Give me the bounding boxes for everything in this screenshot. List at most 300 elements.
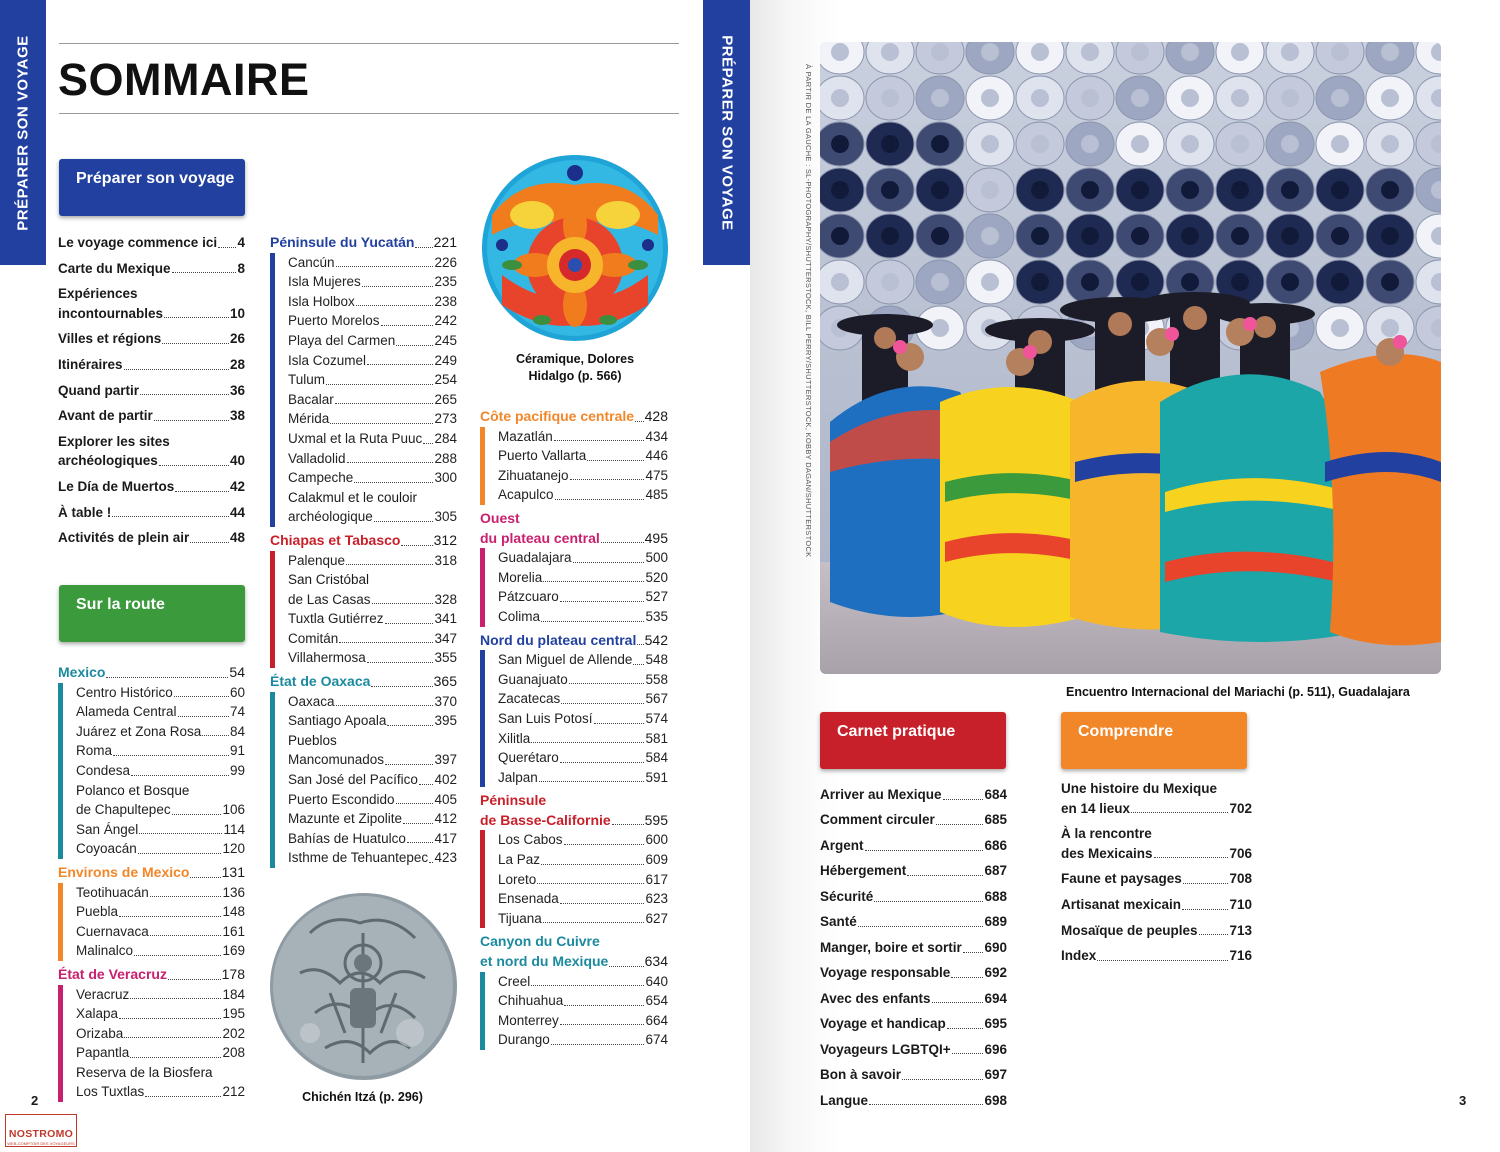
- toc-leader-dots: [396, 345, 433, 346]
- toc-entry-page: 4: [237, 235, 245, 250]
- toc-entry-page: 584: [645, 750, 668, 766]
- region-title-line1: Canyon du Cuivre: [480, 933, 600, 950]
- region-sub-list: [480, 427, 668, 505]
- toc-entry[interactable]: [498, 972, 668, 992]
- toc-entry-label: en 14 lieux: [1061, 800, 1131, 816]
- carnet-list: [820, 785, 1007, 1116]
- toc-entry[interactable]: [76, 1004, 245, 1024]
- toc-entry[interactable]: [288, 331, 457, 351]
- toc-entry-page: 520: [645, 569, 668, 585]
- toc-leader-dots: [385, 764, 433, 765]
- region-title-page: 634: [644, 953, 668, 970]
- toc-entry-label: Bon à savoir: [820, 1067, 902, 1083]
- toc-entry-page: 245: [434, 332, 457, 348]
- preparer-section-label: Préparer son voyage: [76, 170, 235, 187]
- toc-entry-label: Mosaïque de peuples: [1061, 922, 1198, 938]
- toc-entry-label: La Paz: [498, 852, 541, 868]
- region-title-page: 54: [229, 664, 245, 680]
- toc-leader-dots: [637, 644, 643, 645]
- region-title-label: du plateau central: [480, 529, 600, 546]
- toc-entry[interactable]: [288, 429, 457, 449]
- toc-leader-dots: [140, 394, 229, 395]
- toc-entry-label: Langue: [820, 1092, 869, 1108]
- chichen-itza-photo: [270, 893, 457, 1080]
- toc-entry-label: Juárez et Zona Rosa: [76, 723, 202, 739]
- toc-entry-page: 74: [229, 704, 245, 720]
- toc-entry[interactable]: [1061, 946, 1252, 966]
- region-title-page: 365: [433, 673, 457, 690]
- toc-entry[interactable]: [498, 427, 668, 447]
- toc-item[interactable]: [58, 432, 245, 471]
- toc-leader-dots: [569, 683, 645, 684]
- side-tab-label-right: PRÉPARER SON VOYAGE: [718, 34, 735, 231]
- toc-entry[interactable]: [288, 848, 457, 868]
- toc-entry-label: Avec des enfants: [820, 990, 931, 1006]
- toc-entry-page: 692: [984, 965, 1007, 981]
- toc-entry[interactable]: [1061, 869, 1252, 889]
- toc-entry[interactable]: [820, 1040, 1007, 1060]
- toc-item[interactable]: [820, 938, 1007, 958]
- toc-entry[interactable]: [288, 292, 457, 312]
- region-block: [480, 631, 668, 788]
- logo-subtext: WEB-COMPTOIR DES VOYAGEURS: [7, 1141, 75, 1146]
- region-sub-list: [270, 692, 457, 868]
- toc-leader-dots: [356, 305, 434, 306]
- toc-entry[interactable]: [820, 1065, 1007, 1085]
- toc-entry-page: 28: [229, 356, 245, 372]
- toc-entry-page: 412: [434, 811, 457, 827]
- toc-entry[interactable]: [288, 351, 457, 371]
- toc-entry-label: Zihuatanejo: [498, 467, 569, 483]
- toc-entry-label: Argent: [820, 837, 864, 853]
- toc-entry[interactable]: [498, 607, 668, 627]
- toc-entry-page: 685: [984, 812, 1007, 828]
- toc-entry-page: 370: [434, 693, 457, 709]
- toc-entry-page: 500: [645, 550, 668, 566]
- toc-leader-dots: [403, 823, 433, 824]
- toc-entry[interactable]: [288, 770, 457, 790]
- toc-leader-dots: [429, 862, 433, 863]
- toc-leader-dots: [560, 1024, 645, 1025]
- comprendre-section-button[interactable]: [1061, 712, 1247, 769]
- toc-entry[interactable]: [820, 912, 1007, 932]
- toc-entry[interactable]: [498, 1030, 668, 1050]
- region-title[interactable]: [270, 531, 457, 551]
- toc-item[interactable]: [820, 1065, 1007, 1085]
- toc-entry-label: Oaxaca: [288, 693, 335, 709]
- toc-entry[interactable]: [498, 689, 668, 709]
- toc-entry-page: 706: [1229, 845, 1252, 861]
- toc-entry-page: 548: [645, 652, 668, 668]
- toc-leader-dots: [947, 1028, 984, 1029]
- toc-entry-label: Tijuana: [498, 910, 542, 926]
- toc-entry-label: Orizaba: [76, 1025, 124, 1041]
- toc-entry-label: des Mexicains: [1061, 845, 1153, 861]
- toc-leader-dots: [564, 1005, 644, 1006]
- region-title-label: de Basse-Californie: [480, 811, 611, 828]
- toc-leader-dots: [531, 985, 644, 986]
- toc-entry-page: 686: [984, 837, 1007, 853]
- toc-leader-dots: [150, 935, 222, 936]
- carnet-section-button[interactable]: [820, 712, 1006, 769]
- toc-entry[interactable]: [58, 329, 245, 349]
- toc-entry-label: Pátzcuaro: [498, 589, 559, 605]
- toc-leader-dots: [943, 799, 984, 800]
- toc-entry[interactable]: [288, 829, 457, 849]
- toc-entry-page: 698: [984, 1092, 1007, 1108]
- toc-entry[interactable]: [288, 390, 457, 410]
- toc-entry[interactable]: [498, 485, 668, 505]
- toc-entry[interactable]: [820, 810, 1007, 830]
- toc-entry-page: 44: [229, 504, 245, 520]
- comprendre-list: [1061, 779, 1252, 972]
- toc-entry-label: Voyageurs LGBTQI+: [820, 1041, 951, 1057]
- toc-item[interactable]: [820, 1014, 1007, 1034]
- toc-entry[interactable]: [58, 355, 245, 375]
- toc-leader-dots: [415, 247, 432, 248]
- toc-entry[interactable]: [288, 692, 457, 712]
- toc-entry-page: 305: [434, 509, 457, 525]
- toc-leader-dots: [354, 482, 433, 483]
- toc-entry[interactable]: [498, 670, 668, 690]
- toc-item[interactable]: [1061, 946, 1252, 966]
- toc-entry-page: 195: [222, 1006, 245, 1022]
- region-title-label: Mexico: [58, 664, 106, 680]
- toc-entry[interactable]: [58, 233, 245, 253]
- toc-item[interactable]: [58, 477, 245, 497]
- toc-entry-page: 273: [434, 411, 457, 427]
- toc-entry[interactable]: [288, 629, 457, 649]
- toc-leader-dots: [560, 903, 645, 904]
- toc-item[interactable]: [1061, 869, 1252, 889]
- toc-entry[interactable]: [498, 466, 668, 486]
- toc-entry[interactable]: [820, 963, 1007, 983]
- toc-item[interactable]: [820, 912, 1007, 932]
- route-section-label: Sur la route: [76, 596, 165, 613]
- toc-leader-dots: [178, 716, 229, 717]
- toc-entry-label: Avant de partir: [58, 408, 153, 424]
- toc-item[interactable]: [820, 887, 1007, 907]
- toc-item[interactable]: [820, 785, 1007, 805]
- toc-entry-page: 397: [434, 752, 457, 768]
- region-title[interactable]: [270, 672, 457, 692]
- toc-entry-label: Creel: [498, 973, 531, 989]
- toc-entry[interactable]: [820, 785, 1007, 805]
- toc-entry[interactable]: [288, 468, 457, 488]
- toc-leader-dots: [138, 853, 222, 854]
- toc-leader-dots: [112, 516, 229, 517]
- toc-entry-label: Comment circuler: [820, 812, 935, 828]
- toc-entry-page: 48: [229, 530, 245, 546]
- toc-item[interactable]: [820, 861, 1007, 881]
- toc-entry[interactable]: [76, 800, 245, 820]
- toc-entry[interactable]: [288, 409, 457, 429]
- toc-leader-dots: [539, 781, 645, 782]
- route-section-button[interactable]: [59, 585, 245, 642]
- toc-entry[interactable]: [76, 761, 245, 781]
- toc-entry-page: 318: [434, 552, 457, 568]
- toc-entry-label: Arriver au Mexique: [820, 787, 942, 802]
- toc-entry[interactable]: [76, 922, 245, 942]
- toc-entry-label: Morelia: [498, 569, 543, 585]
- toc-entry-page: 284: [434, 430, 457, 446]
- toc-entry[interactable]: [498, 568, 668, 588]
- toc-entry-page: 8: [237, 260, 245, 276]
- toc-entry[interactable]: [1061, 895, 1252, 915]
- toc-entry[interactable]: [1061, 844, 1252, 864]
- toc-item[interactable]: [820, 1091, 1007, 1111]
- region-title[interactable]: [480, 952, 668, 972]
- toc-item[interactable]: [820, 963, 1007, 983]
- toc-entry[interactable]: [820, 938, 1007, 958]
- toc-entry-label: Itinéraires: [58, 356, 123, 372]
- toc-item[interactable]: [820, 989, 1007, 1009]
- toc-entry[interactable]: [76, 741, 245, 761]
- toc-entry[interactable]: [820, 836, 1007, 856]
- toc-entry-label: Voyage et handicap: [820, 1016, 946, 1032]
- toc-item[interactable]: [1061, 779, 1252, 818]
- toc-entry-label: San Luis Potosí: [498, 710, 593, 726]
- toc-entry-label: Tulum: [288, 372, 326, 388]
- toc-item[interactable]: [820, 1040, 1007, 1060]
- toc-item[interactable]: [58, 284, 245, 323]
- toc-entry-page: 690: [984, 939, 1007, 955]
- toc-leader-dots: [374, 521, 434, 522]
- route-column-1: [58, 663, 245, 1106]
- toc-entry[interactable]: [58, 528, 245, 548]
- region-block: [58, 863, 245, 961]
- toc-leader-dots: [594, 723, 645, 724]
- toc-entry[interactable]: [288, 590, 457, 610]
- toc-entry-label: Veracruz: [76, 986, 130, 1002]
- toc-entry[interactable]: [498, 729, 668, 749]
- toc-entry[interactable]: [76, 902, 245, 922]
- toc-entry-page: 288: [434, 450, 457, 466]
- toc-entry[interactable]: [76, 1043, 245, 1063]
- toc-item[interactable]: [58, 406, 245, 426]
- toc-entry[interactable]: [288, 449, 457, 469]
- toc-entry[interactable]: [820, 1014, 1007, 1034]
- toc-entry[interactable]: [288, 648, 457, 668]
- toc-leader-dots: [555, 499, 645, 500]
- toc-leader-dots: [346, 564, 433, 565]
- toc-entry-page: 567: [645, 691, 668, 707]
- toc-leader-dots: [131, 775, 229, 776]
- toc-leader-dots: [1183, 883, 1229, 884]
- region-title-label: État de Veracruz: [58, 965, 167, 982]
- toc-entry[interactable]: [498, 991, 668, 1011]
- toc-entry[interactable]: [58, 406, 245, 426]
- toc-entry-page: 716: [1229, 948, 1252, 964]
- toc-entry-label: Loreto: [498, 871, 537, 887]
- toc-entry[interactable]: [288, 311, 457, 331]
- region-title[interactable]: [58, 663, 245, 683]
- toc-item[interactable]: [58, 233, 245, 253]
- toc-leader-dots: [564, 844, 645, 845]
- toc-entry[interactable]: [820, 1091, 1007, 1111]
- toc-entry-label: Uxmal et la Ruta Puuc: [288, 430, 423, 446]
- toc-leader-dots: [543, 922, 645, 923]
- region-sub-list: [480, 650, 668, 787]
- toc-entry-page: 328: [434, 591, 457, 607]
- toc-item[interactable]: [58, 355, 245, 375]
- region-title-label: Nord du plateau central: [480, 631, 637, 648]
- toc-entry-page: 708: [1229, 871, 1252, 887]
- toc-entry-label: Mazatlán: [498, 428, 553, 444]
- toc-entry[interactable]: [58, 503, 245, 523]
- toc-entry[interactable]: [498, 909, 668, 929]
- toc-leader-dots: [164, 317, 229, 318]
- toc-entry-page: 208: [222, 1045, 245, 1061]
- toc-entry[interactable]: [288, 711, 457, 731]
- toc-leader-dots: [174, 696, 229, 697]
- toc-leader-dots: [339, 642, 433, 643]
- toc-entry[interactable]: [498, 768, 668, 788]
- toc-entry-page: 395: [434, 713, 457, 729]
- toc-entry-page: 702: [1229, 800, 1252, 816]
- region-title[interactable]: [480, 811, 668, 831]
- title-rule: [59, 113, 679, 114]
- toc-entry[interactable]: [58, 381, 245, 401]
- toc-entry-label: incontournables: [58, 305, 164, 321]
- toc-entry-label: Artisanat mexicain: [1061, 896, 1182, 912]
- toc-entry[interactable]: [498, 748, 668, 768]
- toc-entry[interactable]: [288, 750, 457, 770]
- toc-leader-dots: [902, 1079, 983, 1080]
- toc-entry[interactable]: [76, 683, 245, 703]
- toc-item[interactable]: [1061, 824, 1252, 863]
- toc-entry-page: 99: [229, 762, 245, 778]
- toc-entry[interactable]: [288, 272, 457, 292]
- toc-entry[interactable]: [288, 790, 457, 810]
- toc-entry-label: Villes et régions: [58, 331, 162, 347]
- toc-entry[interactable]: [820, 989, 1007, 1009]
- toc-entry[interactable]: [498, 650, 668, 670]
- toc-entry[interactable]: [1061, 799, 1252, 819]
- toc-entry[interactable]: [1061, 921, 1252, 941]
- toc-item[interactable]: [58, 259, 245, 279]
- toc-entry-page: 623: [645, 891, 668, 907]
- toc-item[interactable]: [820, 836, 1007, 856]
- toc-entry[interactable]: [498, 709, 668, 729]
- toc-entry[interactable]: [498, 587, 668, 607]
- toc-entry[interactable]: [76, 1082, 245, 1102]
- toc-entry-page: 591: [645, 769, 668, 785]
- toc-leader-dots: [145, 1096, 221, 1097]
- toc-entry-page: 535: [645, 608, 668, 624]
- route-column-2: [270, 233, 457, 872]
- toc-entry-label: Campeche: [288, 470, 354, 486]
- toc-entry[interactable]: [76, 820, 245, 840]
- toc-entry-label: Teotihuacán: [76, 884, 149, 900]
- logo-text: NOSTROMO: [8, 1128, 74, 1140]
- toc-entry[interactable]: [76, 883, 245, 903]
- toc-entry[interactable]: [76, 985, 245, 1005]
- toc-entry-page: 60: [229, 684, 245, 700]
- toc-entry[interactable]: [288, 253, 457, 273]
- toc-entry[interactable]: [76, 702, 245, 722]
- toc-entry[interactable]: [76, 1024, 245, 1044]
- toc-entry-label: Comitán: [288, 630, 339, 646]
- toc-leader-dots: [560, 601, 645, 602]
- toc-item[interactable]: [58, 503, 245, 523]
- toc-entry-label: Los Cabos: [498, 832, 563, 848]
- toc-entry[interactable]: [58, 304, 245, 324]
- toc-leader-dots: [401, 545, 432, 546]
- toc-entry-page: 674: [645, 1032, 668, 1048]
- toc-leader-dots: [124, 369, 229, 370]
- toc-leader-dots: [326, 384, 433, 385]
- toc-item[interactable]: [1061, 895, 1252, 915]
- toc-entry[interactable]: [288, 551, 457, 571]
- toc-entry[interactable]: [820, 887, 1007, 907]
- toc-entry-page: 254: [434, 372, 457, 388]
- toc-entry[interactable]: [58, 477, 245, 497]
- toc-item[interactable]: [1061, 921, 1252, 941]
- mariachi-photo: [820, 42, 1441, 674]
- toc-entry[interactable]: [498, 889, 668, 909]
- toc-entry[interactable]: [498, 850, 668, 870]
- side-tab-label: PRÉPARER SON VOYAGE: [14, 34, 32, 231]
- toc-entry[interactable]: [498, 548, 668, 568]
- toc-entry[interactable]: [288, 507, 457, 527]
- toc-entry[interactable]: [288, 809, 457, 829]
- toc-leader-dots: [554, 440, 645, 441]
- toc-entry-page: 120: [222, 841, 245, 857]
- preparer-section-button[interactable]: [59, 159, 245, 216]
- region-title[interactable]: [480, 529, 668, 549]
- region-title-label: Péninsule du Yucatán: [270, 234, 415, 250]
- toc-entry-page: 434: [645, 428, 668, 444]
- toc-entry[interactable]: [498, 870, 668, 890]
- region-title[interactable]: [58, 863, 245, 883]
- toc-entry[interactable]: [58, 451, 245, 471]
- toc-entry[interactable]: [288, 609, 457, 629]
- toc-entry-page: 114: [223, 821, 245, 837]
- toc-entry[interactable]: [76, 722, 245, 742]
- toc-entry-label: Sécurité: [820, 888, 874, 904]
- region-title-label: Environs de Mexico: [58, 863, 190, 880]
- toc-item[interactable]: [58, 528, 245, 548]
- toc-entry-label: Durango: [498, 1032, 550, 1048]
- toc-entry[interactable]: [288, 370, 457, 390]
- toc-entry[interactable]: [76, 941, 245, 961]
- comprendre-section-label: Comprendre: [1078, 723, 1174, 740]
- region-title[interactable]: [480, 407, 668, 427]
- toc-entry[interactable]: [76, 839, 245, 859]
- toc-item[interactable]: [58, 329, 245, 349]
- toc-leader-dots: [601, 542, 644, 543]
- toc-entry-page: 42: [229, 478, 245, 494]
- toc-entry[interactable]: [498, 830, 668, 850]
- toc-entry-page: 226: [434, 254, 457, 270]
- toc-entry-page: 485: [645, 487, 668, 503]
- region-title[interactable]: [58, 965, 245, 985]
- region-title[interactable]: [270, 233, 457, 253]
- toc-entry[interactable]: [498, 446, 668, 466]
- region-title[interactable]: [480, 631, 668, 651]
- toc-item[interactable]: [58, 381, 245, 401]
- region-title-label: Chiapas et Tabasco: [270, 531, 401, 548]
- toc-entry[interactable]: [498, 1011, 668, 1031]
- toc-entry-label: Isla Mujeres: [288, 274, 361, 290]
- toc-entry-label: archéologiques: [58, 453, 158, 469]
- region-block: [480, 932, 668, 1050]
- toc-entry[interactable]: [820, 861, 1007, 881]
- toc-entry[interactable]: [58, 259, 245, 279]
- toc-leader-dots: [612, 824, 644, 825]
- toc-item[interactable]: [820, 810, 1007, 830]
